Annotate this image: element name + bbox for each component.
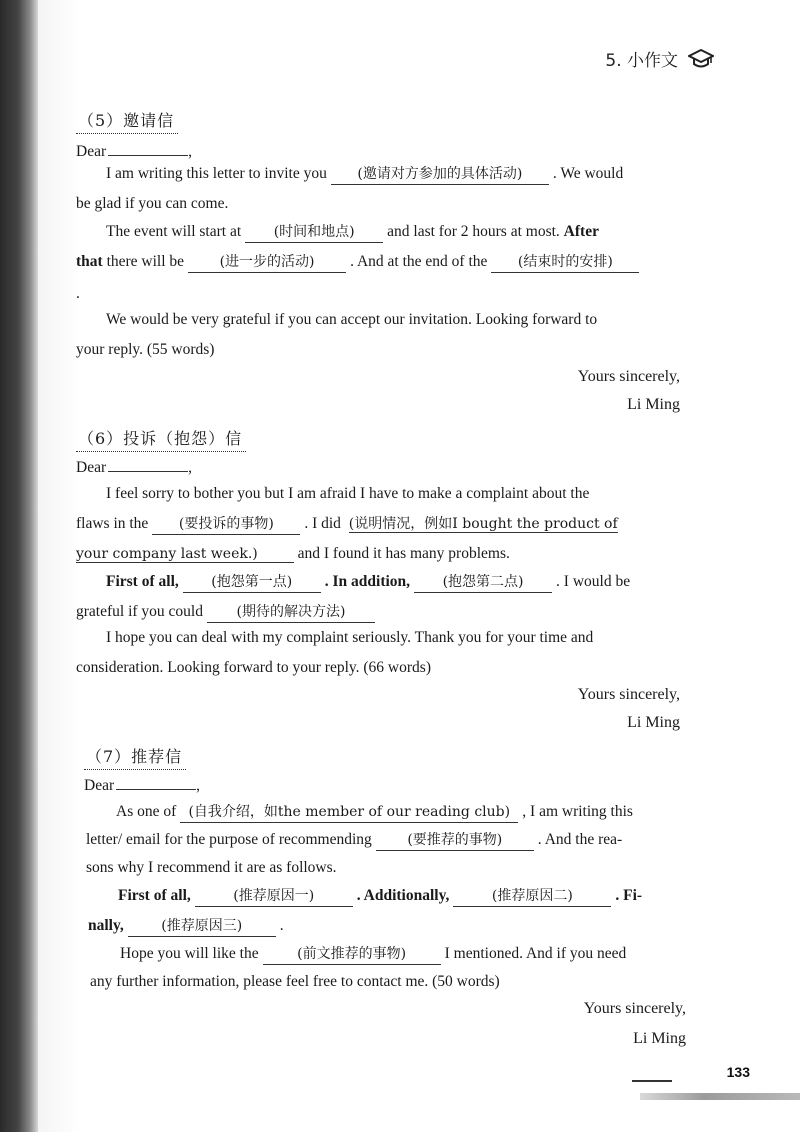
book-spine-shadow (0, 0, 38, 1132)
s5-salutation: Dear , (76, 143, 192, 160)
section-5-title: （5）邀请信 (76, 108, 178, 134)
footer-bar (640, 1093, 800, 1100)
dear-blank (108, 471, 188, 472)
s6-line-7: consideration. Looking forward to your reply. (66 words) (76, 659, 431, 676)
s5-line-5: We would be very grateful if you can accept our invitation. Looking forward to (106, 311, 598, 328)
blank-situation-part-2: your company last week.) (76, 546, 294, 563)
blank-reason-2: (推荐原因二) (453, 886, 611, 907)
s7-line-7: any further information, please feel free to contact me. (50 words) (90, 973, 500, 990)
blank-reason-1: (推荐原因一) (195, 886, 353, 907)
dear-blank (108, 155, 188, 156)
chapter-title: 5. 小作文 (605, 51, 678, 71)
blank-activity: (邀请对方参加的具体活动) (331, 164, 549, 185)
page-number: 133 (726, 1064, 750, 1080)
s6-line-4: First of all, (抱怨第一点) . In addition, (抱怨第二点) . I would be (106, 572, 716, 593)
s7-line-6: Hope you will like the (前文推荐的事物) I mentioned. And if you need (120, 944, 730, 965)
s6-line-6: I hope you can deal with my complaint seriously. Thank you for your time and (106, 629, 594, 646)
blank-situation-part-1: (说明情况，例如I bought the product of (348, 516, 618, 532)
blank-reason-3: (推荐原因三) (128, 916, 276, 937)
chapter-header (605, 46, 714, 71)
s6-closing: Yours sincerely, (577, 686, 680, 703)
blank-self-intro: (自我介绍，如the member of our reading club) (180, 802, 518, 823)
graduation-cap-icon (688, 49, 714, 69)
s5-line-6: your reply. (55 words) (76, 341, 215, 358)
s6-line-3: your company last week.) and I found it has many problems. (76, 545, 510, 562)
s7-line-3: sons why I recommend it are as follows. (86, 859, 337, 876)
blank-recommended-again: (前文推荐的事物) (263, 944, 441, 965)
s7-line-4: First of all, (推荐原因一) . Additionally, (推荐原因二) . Fi- (118, 886, 728, 907)
blank-solution: (期待的解决方法) (207, 602, 375, 623)
s7-salutation: Dear , (84, 777, 200, 794)
s6-line-2: flaws in the (要投诉的事物) . I did (说明情况，例如I bought the product of (76, 514, 686, 535)
s7-closing: Yours sincerely, (583, 1000, 686, 1017)
s5-line-1: I am writing this letter to invite you (邀请对方参加的具体活动) . We would (106, 164, 716, 185)
s5-line-4: that there will be (进一步的活动) . And at the end of the (结束时的安排) (76, 252, 686, 273)
s6-salutation: Dear , (76, 459, 192, 476)
s7-line-2: letter/ email for the purpose of recommending (要推荐的事物) . And the rea- (86, 830, 696, 851)
blank-recommended-item: (要推荐的事物) (376, 830, 534, 851)
s6-line-5: grateful if you could (期待的解决方法) (76, 602, 686, 623)
section-7-title: （7）推荐信 (84, 744, 186, 770)
s7-signature: Li Ming (633, 1030, 686, 1047)
blank-complaint-item: (要投诉的事物) (152, 514, 300, 535)
section-6-title: （6）投诉（抱怨）信 (76, 426, 246, 452)
blank-complaint-1: (抱怨第一点) (183, 572, 321, 593)
s5-period: . (76, 285, 80, 302)
footer-dash (632, 1080, 672, 1082)
blank-ending-arrangement: (结束时的安排) (491, 252, 639, 273)
s5-line-3: The event will start at (时间和地点) and last for 2 hours at most. After (106, 222, 716, 243)
s5-line-2: be glad if you can come. (76, 195, 229, 212)
blank-time-place: (时间和地点) (245, 222, 383, 243)
s5-closing: Yours sincerely, (577, 368, 680, 385)
blank-further-activity: (进一步的活动) (188, 252, 346, 273)
s7-line-1: As one of (自我介绍，如the member of our reading club) , I am writing this (116, 802, 726, 823)
s6-line-1: I feel sorry to bother you but I am afraid I have to make a complaint about the (106, 485, 590, 502)
dear-blank (116, 789, 196, 790)
s6-signature: Li Ming (627, 714, 680, 731)
blank-complaint-2: (抱怨第二点) (414, 572, 552, 593)
s7-line-5: nally, (推荐原因三) . (88, 916, 698, 937)
s5-signature: Li Ming (627, 396, 680, 413)
